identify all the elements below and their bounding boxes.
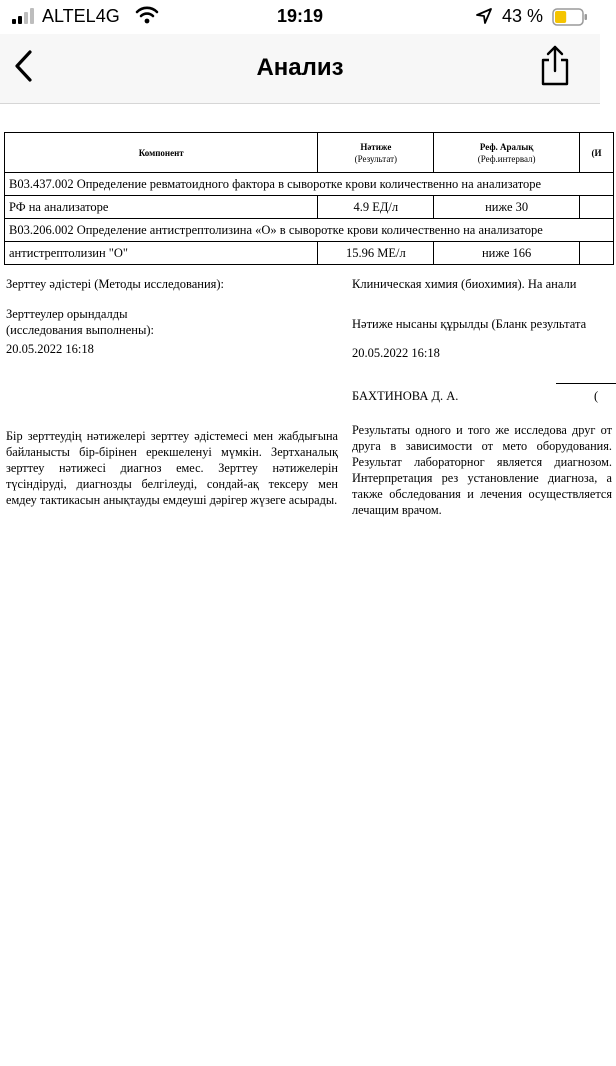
header-ref-ru: (Реф.интервал) xyxy=(477,153,536,164)
header-ref xyxy=(434,133,580,173)
result-value: 15.96 МЕ/л xyxy=(318,242,434,265)
performed-label-line1: Зерттеулер орындалды xyxy=(6,307,128,321)
doctor-name: БАХТИНОВА Д. А. xyxy=(352,389,459,403)
methods-label: Зерттеу әдістері (Методы исследования): xyxy=(6,277,225,291)
share-button[interactable] xyxy=(538,44,572,86)
header-result-ru: (Результат) xyxy=(354,153,398,164)
component-name: антистрептолизин "О" xyxy=(5,242,318,265)
header-result xyxy=(318,133,434,173)
nav-bar xyxy=(0,34,600,104)
methods-value: Клиническая химия (биохимия). На анали xyxy=(352,277,577,291)
reference-value: ниже 30 xyxy=(434,196,580,219)
disclaimer-ru: Результаты одного и того же исследова друг от друга в зависимости от мето оборудования. Результат лабораторног является диагнозом. Интерпретация рез установление диагноза, а также обследования и лечения осуществляется лечащим врачом. xyxy=(352,423,612,517)
blank-date: 20.05.2022 16:18 xyxy=(352,346,440,360)
signature-line xyxy=(556,383,616,384)
carrier-label: ALTEL4G xyxy=(42,6,120,26)
table-row xyxy=(5,173,614,196)
performed-date: 20.05.2022 16:18 xyxy=(6,342,94,356)
document-viewer[interactable] xyxy=(0,104,612,1066)
disclaimer-kz: Бір зерттеудің нәтижелері зерттеу әдістемесі мен жабдығына байланысты бір-бірінен ерекшеленуі мүмкін. Зертханалық зерттеу нәтижесі диагноз емес. Зерттеу нәтижелерін түсіндіруді, диагнозды белгілеуді, сондай-ақ тексеру мен емдеу тактикасын анықтауды емдеуші дәрігер жүзеге асырады. xyxy=(6,429,338,507)
result-value: 4.9 ЕД/л xyxy=(318,196,434,219)
signature-mark: ( xyxy=(594,389,599,403)
battery-icon xyxy=(552,8,588,26)
clock: 19:19 xyxy=(276,6,324,26)
header-result-kz: Нәтиже xyxy=(360,141,392,152)
table-row xyxy=(5,242,614,265)
performed-label-line2: (исследования выполнены): xyxy=(6,323,154,337)
blank-label: Нәтиже нысаны құрылды (Бланк результата xyxy=(352,317,587,331)
battery-percent: 43 % xyxy=(502,6,544,26)
status-bar xyxy=(0,0,600,34)
table-row xyxy=(5,219,614,242)
header-component: Компонент xyxy=(5,133,318,173)
location-arrow-icon xyxy=(476,8,492,24)
table-header-row xyxy=(5,133,614,173)
test-group-name: B03.206.002 Определение антистрептолизина «О» в сыворотке крови количественно на анализаторе xyxy=(5,219,614,242)
header-more: (И xyxy=(580,133,614,173)
header-ref-kz: Реф. Аралық xyxy=(479,141,534,152)
page-title: Анализ xyxy=(256,54,344,81)
extra-cell xyxy=(580,196,614,219)
reference-value: ниже 166 xyxy=(434,242,580,265)
table-row xyxy=(5,196,614,219)
results-table xyxy=(4,132,614,265)
extra-cell xyxy=(580,242,614,265)
component-name: РФ на анализаторе xyxy=(5,196,318,219)
test-group-name: B03.437.002 Определение ревматоидного фактора в сыворотке крови количественно на анализаторе xyxy=(5,173,614,196)
